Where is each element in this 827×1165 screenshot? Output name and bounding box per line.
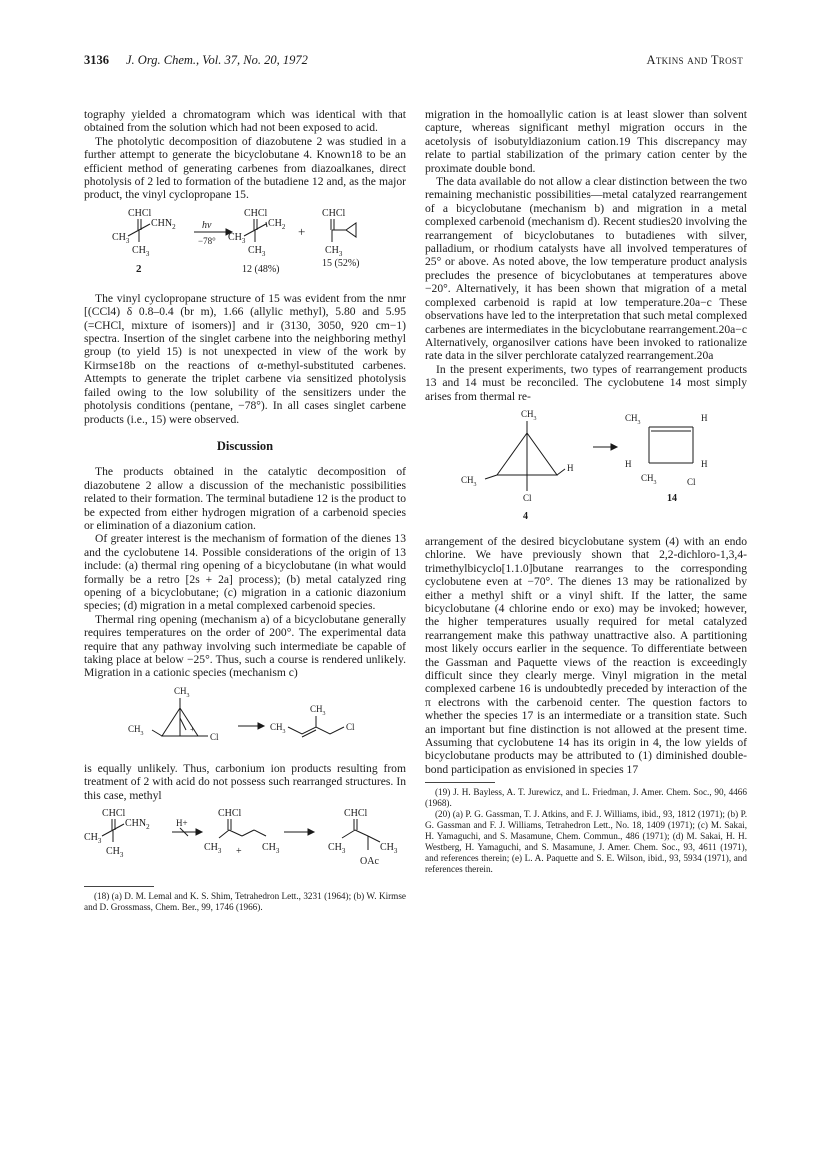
paragraph: The products obtained in the catalytic decomposition of diazobutene 2 allow a discussion of the mechanistic possibilities related to their formation. The terminal butadiene 12 is the product to be expected from either hydrogen migration of a carbenoid species or elimination of a diazonium cation. (84, 465, 406, 532)
footnote-rule (84, 886, 154, 887)
ch3-label: $CH_3$ (228, 231, 246, 245)
paragraph: migration in the homoallylic cation is at least slower than solvent capture, whereas significant methyl migration occurs in the acetolysis of isobutyldiazonium cation.19 This discrepancy may relate to partial stabilization of the primary cation center by the proximate double bond. (425, 108, 747, 175)
footnote: (18) (a) D. M. Lemal and K. S. Shim, Tetrahedron Lett., 3231 (1964); (b) W. Kirmse and D. Grossmass, Chem. Ber., 99, 1746 (1966). (84, 891, 406, 913)
footnote: (20) (a) P. G. Gassman, T. J. Atkins, and F. J. Williams, ibid., 93, 1812 (1971); (b) P. G. Gassman and F. J. Williams, Tetrahedron Lett., No. 18, 1409 (1971); (c) M. Sakai, H. Yamaguchi, and S. Masamune, Chem. Commun., 486 (1971); (d) M. Sakai, H. H. Westberg, H. Yamaguchi, and S. Masamune, J. Amer. Chem. Soc., 93, 4611 (1971), and references therein; (e) L. A. Paquette and S. E. Wilson, ibid., 93, 5934 (1971), and references therein. (425, 809, 747, 875)
paragraph: The photolytic decomposition of diazobutene 2 was studied in a further attempt to generate the bicyclobutane 4. Known18 to be an efficient method of generating carbenes from diazoalkanes, direct photolysis of 2 led to formation of the butadiene 12 and, as the major product, the vinyl cyclopropane 15. (84, 134, 406, 202)
ch3-label: $CH_3$ (461, 474, 477, 488)
ch3-label: $CH_3$ (84, 832, 102, 846)
footnote-rule (425, 782, 495, 783)
ch3-label: $CH_3$ (106, 846, 124, 860)
chcl-label: CHCl (344, 808, 368, 820)
footnote: (19) J. H. Bayless, A. T. Jurewicz, and L. Friedman, J. Amer. Chem. Soc., 90, 4466 (1968). (425, 787, 747, 809)
page-number: 3136 (84, 53, 109, 67)
paragraph: Of greater interest is the mechanism of formation of the dienes 13 and the cyclobutene 14. Possible considerations of the origin of 13 include: (a) thermal ring opening of a bicyclobutane (in what would formally be a retro [2s + 2a] process); (b) metal catalyzed ring opening of a bicyclobutane; (c) migration in a cationic diazonium species; (d) migration in a metal complexed carbenoid species. (84, 532, 406, 613)
plus-sign: + (236, 846, 242, 858)
chcl-label: CHCl (218, 808, 242, 820)
journal-reference: J. Org. Chem., Vol. 37, No. 20, 1972 (126, 53, 308, 67)
plus-charge: + (190, 724, 195, 734)
acid-scheme (84, 806, 406, 880)
paragraph: Thermal ring opening (mechanism a) of a bicyclobutane generally requires temperatures on the order of 200°. The experimental data require that any pathway involving such intermediate be capable of taking place at below −25°. Thus, such a course is rendered unlikely. Migration in a cationic species (mechanism c) (84, 612, 406, 680)
ch3-label: $CH_3$ (132, 244, 150, 258)
ch3-label: $CH_3$ (174, 685, 190, 699)
running-header (84, 53, 743, 71)
cl-label: Cl (523, 492, 532, 503)
compound-14-label: 14 (667, 492, 677, 504)
paragraph: arrangement of the desired bicyclobutane system (4) with an endo chlorine. We have previously shown that 2,2-dichloro-1,3,4-trimethylbicyclo[1.1.0]butane rearranges to the corresponding cyclobutene even at −70°. The dienes 13 may be rationalized by either a methyl shift or a vinyl shift. If the latter, the same bicyclobutane (4 chlorine endo or exo) may be invoked; however, the higher temperatures usually required for metal catalyzed rearrangement make this pathway unattractive also. A partitioning most likely occurs earlier in the sequence. To differentiate between the Gassman and Paquette views of the reaction is exceedingly difficult since they clearly merge. Vinyl migration in the metal complexed carbene 16 is undoubtedly preceded by interaction of the π electrons with the carbenoid center. The question factors to whether the species 17 is an intermediate or a transition state. Such an important but fine distinction is not allowed at the present time. Assuming that cyclobutene 14 has its origin in 4, the low yields of bicyclobutane products may be attributed to (1) diminished double-bond participation as envisioned in species 17 (425, 534, 747, 776)
chcl-label: CHCl (102, 808, 126, 820)
compound-15-label: 15 (52%) (322, 257, 360, 269)
ch3-label: $CH_3$ (310, 703, 326, 717)
chcl-label: CHCl (244, 207, 268, 219)
cl-label: Cl (687, 476, 696, 487)
temp-label: −78° (198, 235, 216, 246)
oac-label: OAc (360, 856, 379, 868)
chn2-label: $CHN_2$ (151, 217, 176, 231)
ch3-label: $CH_3$ (112, 231, 130, 245)
section-heading: Discussion (216, 438, 274, 453)
paragraph: In the present experiments, two types of rearrangement products 13 and 14 must be reconciled. The cyclobutene 14 most simply arises from thermal re- (425, 362, 747, 403)
ch3-label: $CH_3$ (204, 842, 222, 856)
ch3-label: $CH_3$ (641, 472, 657, 486)
paragraph: tography yielded a chromatogram which was identical with that obtained from the solution which had not been exposed to acid. (84, 108, 406, 135)
cation-scheme (84, 684, 406, 758)
ch3-label: $CH_3$ (521, 408, 537, 422)
ch3-label: $CH_3$ (325, 244, 343, 258)
plus-sign: + (298, 223, 306, 239)
ch3-label: $CH_3$ (248, 244, 266, 258)
paragraph: is equally unlikely. Thus, carbonium ion products resulting from treatment of 2 with acid do not possess such rearranged structures. In this case, methyl (84, 761, 406, 802)
chcl-label: CHCl (322, 207, 346, 219)
footnotes (84, 891, 406, 913)
chcl-label: CHCl (128, 207, 152, 219)
right-column (425, 108, 747, 875)
paragraph: The vinyl cyclopropane structure of 15 was evident from the nmr [(CCl4) δ 0.8–0.4 (br m), 1.66 (allylic methyl), 5.80 and 5.95 (=CHCl, mixture of isomers)] and ir (3130, 3050, 920 cm−1) spectra. Insertion of the singlet carbene into the neighboring methyl group (to yield 15) is not unexpected in view of the work by Kirmse18b on the reactions of α-methyl-substituted carbenes. Attempts to generate the triplet carbene via sensitized photolysis failed owing to the low solubility of the sensitizers under the photolysis conditions (pentane, −78°). In all cases singlet carbene products (i.e., 15) were observed. (84, 291, 406, 426)
h-label: H (567, 462, 574, 473)
h-plus-label: H+ (176, 818, 188, 829)
ch3-label: $CH_3$ (328, 842, 346, 856)
running-authors: Atkins and Trost (646, 53, 743, 67)
cl-label: Cl (210, 731, 219, 742)
ch3-label: $CH_3$ (128, 723, 144, 737)
compound-12-label: 12 (48%) (242, 263, 280, 275)
left-column (84, 108, 406, 913)
paragraph: The data available do not allow a clear distinction between the two remaining mechanistic possibilities—metal catalyzed rearrangement of a bicyclobutane (mechanism b) and migration in a metal complexed carbenoid (mechanism d). Recent studies20 involving the rearrangement of bicyclobutanes to butadienes with silver, palladium, or rhodium catalysts have all involved temperatures of 25° or above. As noted above, the low temperature product analysis precludes the presence of bicyclobutanes at temperatures above −20°. Alternatively, it has been shown that migration of a metal complexed carbenoid is rapid at low temperature.20a−c These observations have led to the interpretation that such metal complexed carbenes are intermediates in the bicyclobutane rearrangement.20a−c Alternatively, organosilver cations have been invoked to rationalize rate data in the silver perchlorate catalyzed rearrangement.20a (425, 175, 747, 363)
compound-4-label: 4 (523, 510, 528, 522)
ch3-label: $CH_3$ (270, 721, 286, 735)
h-label: H (701, 458, 708, 469)
ch3-label: $CH_3$ (380, 842, 398, 856)
footnotes (425, 787, 747, 875)
cl-label: Cl (346, 721, 355, 732)
hv-label: hν (202, 219, 212, 231)
bicyclobutane-scheme (425, 407, 747, 531)
h-label: H (625, 458, 632, 469)
chn2-label: $CHN_2$ (125, 818, 150, 832)
ch3-label: $CH_3$ (262, 842, 280, 856)
h-label: H (701, 412, 708, 423)
photolysis-scheme (84, 206, 406, 288)
ch3-label: $CH_3$ (625, 412, 641, 426)
compound-2-label: 2 (136, 262, 142, 275)
ch2-label: $CH_2$ (268, 217, 286, 231)
